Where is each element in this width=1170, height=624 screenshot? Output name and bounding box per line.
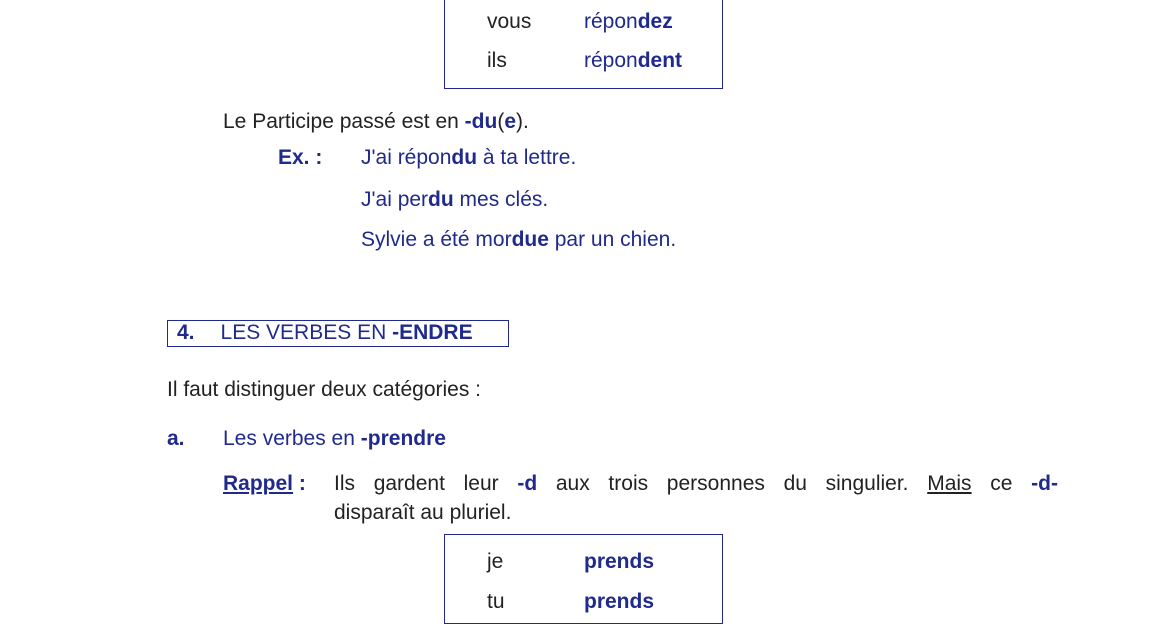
verb-form: prends [584, 590, 655, 613]
rappel-text: Ils gardent leur -d aux trois personnes du singulier. Mais ce -d- [334, 472, 1058, 495]
subsection-title: Les verbes en -prendre [223, 427, 446, 450]
pronoun: vous [487, 10, 532, 33]
example-line: Sylvie a été mordue par un chien. [361, 228, 677, 251]
subsection-letter: a. [167, 427, 185, 450]
verb-form: prends [584, 550, 655, 573]
section-number: 4. [177, 321, 195, 344]
verb-form: répondez [584, 10, 673, 33]
example-line: J'ai répondu à ta lettre. [361, 146, 577, 169]
section-heading: 4. LES VERBES EN -ENDRE [167, 320, 509, 347]
section-title: LES VERBES EN [220, 321, 393, 344]
intro-text: Il faut distinguer deux catégories : [167, 378, 482, 401]
examples-label: Ex. : [278, 146, 323, 169]
rappel-label: Rappel : [223, 472, 306, 495]
pronoun: tu [487, 590, 505, 613]
example-line: J'ai perdu mes clés. [361, 188, 549, 211]
rappel-text-line2: disparaît au pluriel. [334, 501, 512, 524]
pronoun: ils [487, 49, 507, 72]
participle-rule: Le Participe passé est en -du(e). [223, 110, 529, 133]
verb-form: répondent [584, 49, 683, 72]
pronoun: je [487, 550, 504, 573]
